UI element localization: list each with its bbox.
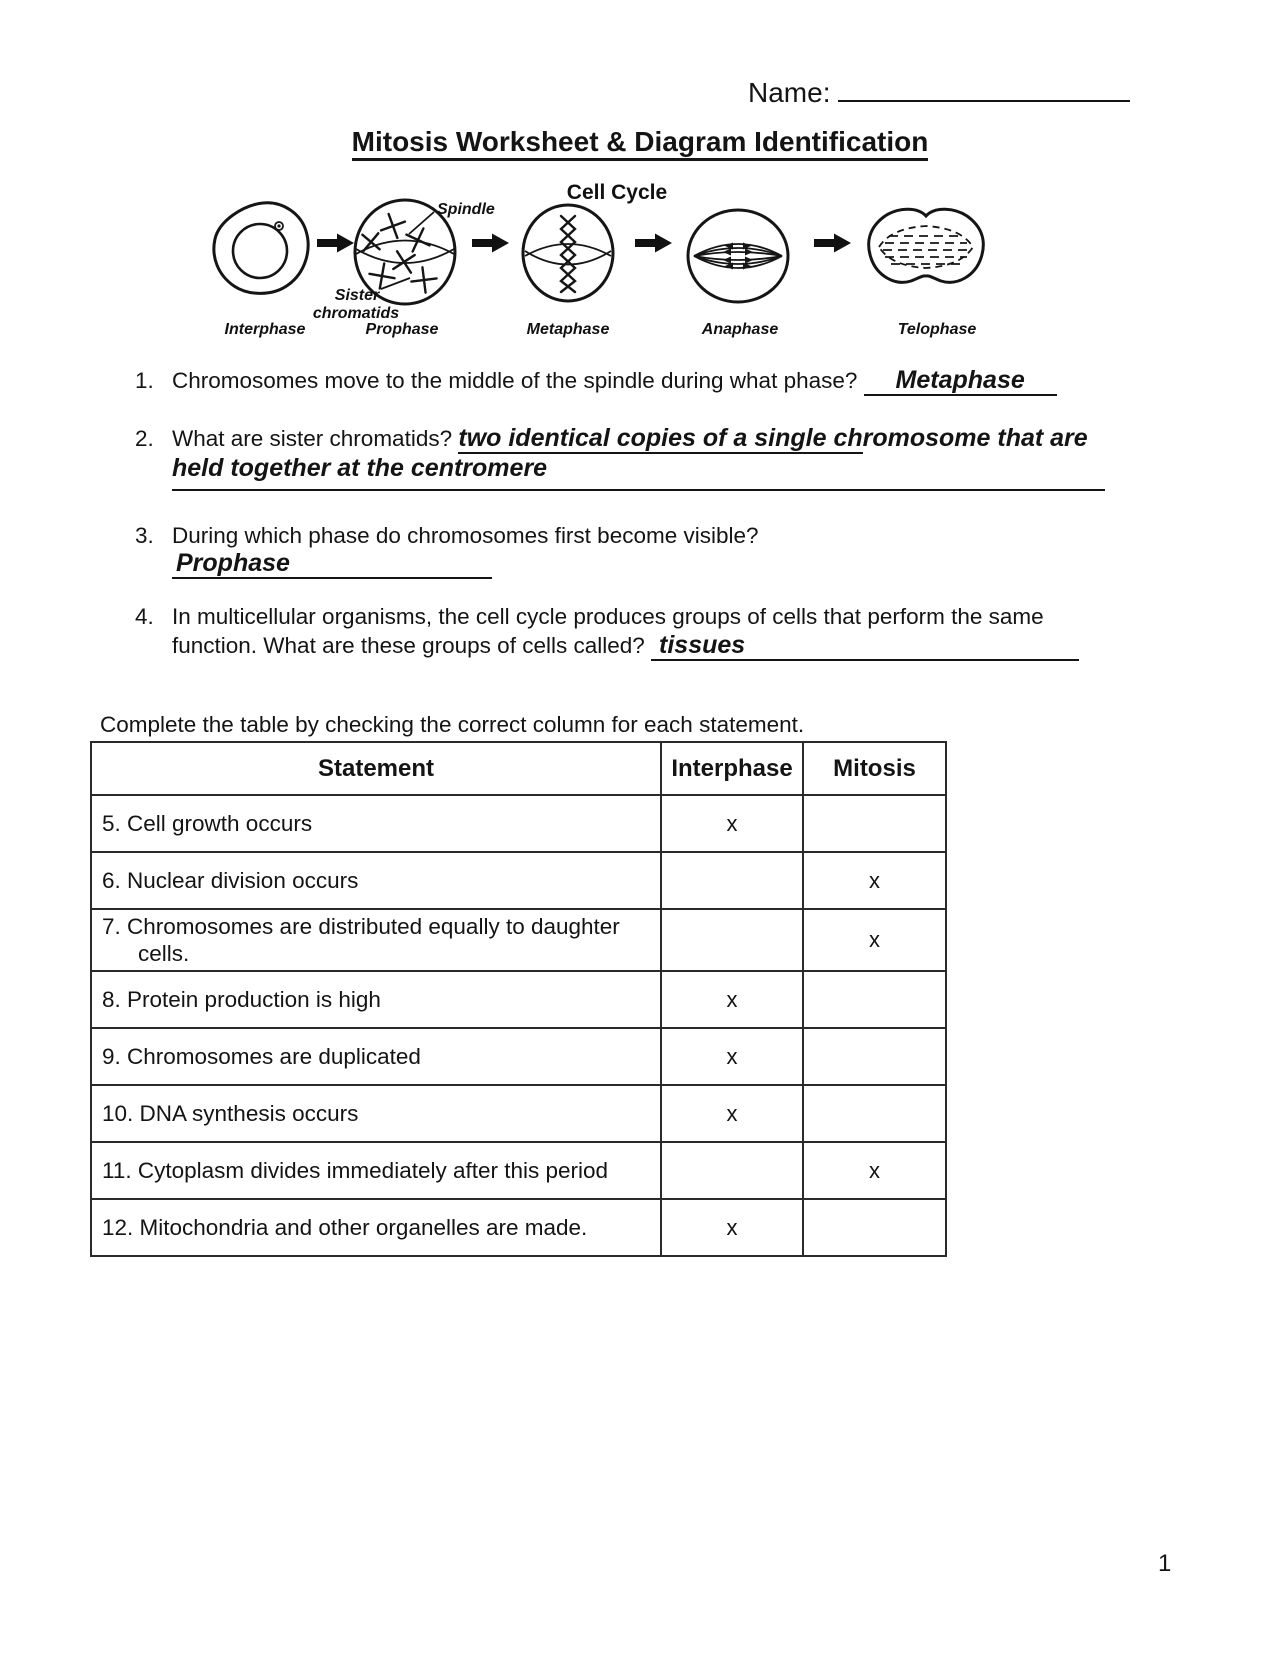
phase-label-metaphase: Metaphase — [526, 321, 610, 338]
mitosis-mark-cell — [803, 1085, 946, 1142]
table-row — [91, 1028, 946, 1085]
question-2-answer-line2: held together at the centromere — [172, 454, 548, 482]
question-2-answer-rest: romosome that are — [862, 424, 1088, 452]
table-header-row — [91, 742, 946, 795]
interphase-mark-cell: x — [661, 1028, 803, 1085]
question-number: 2. — [135, 426, 154, 451]
mitosis-mark-cell: x — [803, 1142, 946, 1199]
spindle-label: Spindle — [437, 201, 495, 218]
interphase-mark-cell: x — [661, 971, 803, 1028]
question-number: 4. — [135, 604, 154, 629]
interphase-cell-drawing — [214, 203, 308, 294]
statement-cell: 5. Cell growth occurs — [91, 795, 661, 852]
question-4-line2 — [172, 631, 1079, 661]
interphase-mark-cell: x — [661, 1085, 803, 1142]
statement-cell: 11. Cytoplasm divides immediately after this period — [91, 1142, 661, 1199]
telophase-cell-drawing — [869, 209, 984, 282]
header-interphase: Interphase — [661, 742, 803, 795]
interphase-mark-cell — [661, 909, 803, 971]
interphase-mark-cell — [661, 852, 803, 909]
statement-cell: 7. Chromosomes are distributed equally to daughter cells. — [91, 909, 661, 971]
question-1-answer: Metaphase — [864, 366, 1057, 396]
table-row — [91, 795, 946, 852]
table-row — [91, 1085, 946, 1142]
mitosis-mark-cell: x — [803, 852, 946, 909]
statement-cell: 6. Nuclear division occurs — [91, 852, 661, 909]
arrow-icon — [317, 234, 354, 253]
name-label: Name: — [748, 77, 831, 108]
statement-cell: 8. Protein production is high — [91, 971, 661, 1028]
phase-label-anaphase: Anaphase — [701, 321, 779, 338]
interphase-mark-cell: x — [661, 795, 803, 852]
phase-label-telophase: Telophase — [897, 321, 977, 338]
question-4 — [135, 603, 1044, 631]
question-text-line1: In multicellular organisms, the cell cycle produces groups of cells that perform the same — [172, 604, 1044, 629]
table-row — [91, 1199, 946, 1256]
table-row — [91, 909, 946, 971]
metaphase-cell-drawing — [523, 205, 613, 301]
question-3-answer-row — [172, 549, 492, 579]
phase-label-prophase: Prophase — [365, 321, 439, 338]
interphase-mark-cell — [661, 1142, 803, 1199]
anaphase-cell-drawing — [688, 210, 788, 302]
mitosis-mark-cell — [803, 795, 946, 852]
phase-label-interphase: Interphase — [224, 321, 306, 338]
header-statement: Statement — [91, 742, 661, 795]
mitosis-mark-cell — [803, 1199, 946, 1256]
interphase-mark-cell: x — [661, 1199, 803, 1256]
mitosis-mark-cell: x — [803, 909, 946, 971]
cell-cycle-diagram — [185, 176, 1015, 346]
name-blank-line — [838, 70, 1130, 102]
arrow-icon — [635, 234, 672, 253]
diagram-heading: Cell Cycle — [566, 181, 668, 204]
question-number: 3. — [135, 523, 154, 548]
question-number: 1. — [135, 368, 154, 393]
page-title: Mitosis Worksheet & Diagram Identification — [0, 126, 1280, 158]
sister-chromatids-label-line2: chromatids — [312, 305, 400, 322]
question-text-line2: function. What are these groups of cells called? — [172, 633, 645, 658]
sister-chromatids-label-line1: Sister — [334, 287, 380, 304]
statement-table — [90, 741, 947, 1257]
statement-cell: 10. DNA synthesis occurs — [91, 1085, 661, 1142]
table-row — [91, 852, 946, 909]
arrow-icon — [472, 234, 509, 253]
question-3 — [135, 522, 759, 550]
answer-rule-line — [172, 489, 1105, 491]
question-4-answer: tissues — [651, 631, 1079, 661]
header-mitosis: Mitosis — [803, 742, 946, 795]
question-2 — [135, 424, 1088, 453]
question-2-answer-underlined: two identical copies of a single ch — [458, 424, 863, 452]
table-row — [91, 1142, 946, 1199]
mitosis-mark-cell — [803, 971, 946, 1028]
mitosis-mark-cell — [803, 1028, 946, 1085]
statement-cell: 9. Chromosomes are duplicated — [91, 1028, 661, 1085]
statement-cell: 12. Mitochondria and other organelles are made. — [91, 1199, 661, 1256]
question-text: What are sister chromatids? — [172, 426, 453, 451]
table-instruction: Complete the table by checking the correct column for each statement. — [100, 712, 805, 737]
question-text: Chromosomes move to the middle of the spindle during what phase? — [172, 368, 858, 393]
name-row — [748, 70, 1130, 109]
question-text: During which phase do chromosomes first become visible? — [172, 523, 759, 548]
question-3-answer: Prophase — [172, 549, 492, 579]
arrow-icon — [814, 234, 851, 253]
table-row — [91, 971, 946, 1028]
page-number: 1 — [1158, 1550, 1172, 1577]
question-1 — [135, 366, 1057, 396]
